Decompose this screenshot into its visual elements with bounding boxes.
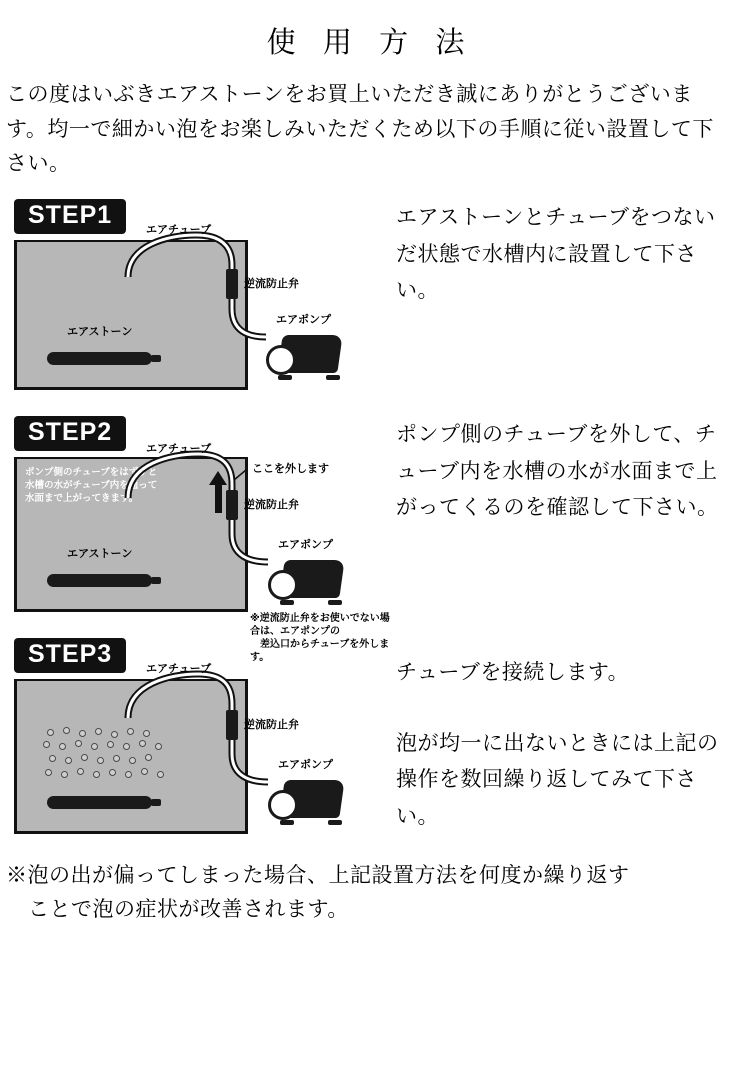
step-2-pump-foot-right	[328, 600, 342, 605]
step-3-pump-knob	[268, 790, 298, 820]
step-1-pump-label: エアポンプ	[276, 313, 331, 326]
step-2-inner-note: ポンプ側のチューブをはずすと 水槽の水がチューブ内を通って 水面まで上がってきます。	[25, 466, 158, 504]
step-3-tube-label: エアチューブ	[146, 662, 212, 675]
step-1-pump-foot-left	[278, 375, 292, 380]
step-2-pump-knob	[268, 570, 298, 600]
step-2-valve-label: 逆流防止弁	[244, 498, 299, 511]
step-3-text	[390, 638, 741, 849]
step-1-figure	[0, 199, 390, 390]
step-3-pump-foot-left	[280, 820, 294, 825]
closing-note	[6, 859, 735, 926]
step-2-pump-label: エアポンプ	[278, 538, 333, 551]
step-1-valve-label: 逆流防止弁	[244, 277, 299, 290]
step-2-description: ポンプ側のチューブを外して、チューブ内を水槽の水が水面まで上がってくるのを確認して下さい。	[396, 421, 719, 520]
step-1-text	[390, 199, 741, 323]
step-2-text	[390, 416, 741, 540]
step-1-check-valve-icon	[226, 269, 238, 299]
closing-line-1: ※泡の出が偏ってしまった場合、上記設置方法を何度か繰り返す	[6, 862, 630, 887]
step-2-badge: STEP2	[14, 416, 126, 451]
step-2-footnote: ※逆流防止弁をお使いでない場合は、エアポンプの 差込口からチューブを外します。	[250, 612, 390, 663]
step-1-block	[0, 199, 741, 390]
step-1-pump-knob	[266, 345, 296, 375]
step-1-badge: STEP1	[14, 199, 126, 234]
closing-line-2: ことで泡の症状が改善されます。	[28, 896, 349, 921]
step-2-detach-label: ここを外します	[252, 462, 329, 475]
step-3-block	[0, 638, 741, 849]
step-1-description: エアストーンとチューブをつないだ状態で水槽内に設置して下さい。	[396, 204, 716, 303]
step-1-airstone-label: エアストーン	[67, 325, 133, 338]
step-3-pump-foot-right	[328, 820, 342, 825]
intro-paragraph: この度はいぶきエアストーンをお買上いただき誠にありがとうございます。均一で細かい泡をお楽しみいただくため以下の手順に従い設置して下さい。	[6, 82, 714, 176]
step-2-airstone-label: エアストーン	[67, 547, 133, 560]
page-title: 使 用 方 法	[266, 27, 475, 59]
step-3-description-1: チューブを接続します。	[396, 659, 630, 684]
step-2-pump-foot-left	[280, 600, 294, 605]
step-2-tube-label: エアチューブ	[146, 442, 212, 455]
step-3-figure	[0, 638, 390, 834]
step-3-valve-label: 逆流防止弁	[244, 718, 299, 731]
step-3-description-2: 泡が均一に出ないときには上記の操作を数回繰り返してみて下さい。	[396, 730, 719, 829]
step-3-check-valve-icon	[226, 710, 238, 740]
step-3-pump-label: エアポンプ	[278, 758, 333, 771]
step-1-pump-foot-right	[326, 375, 340, 380]
step-3-badge: STEP3	[14, 638, 126, 673]
step-2-check-valve-icon	[226, 490, 238, 520]
step-1-tube-label: エアチューブ	[146, 223, 212, 236]
